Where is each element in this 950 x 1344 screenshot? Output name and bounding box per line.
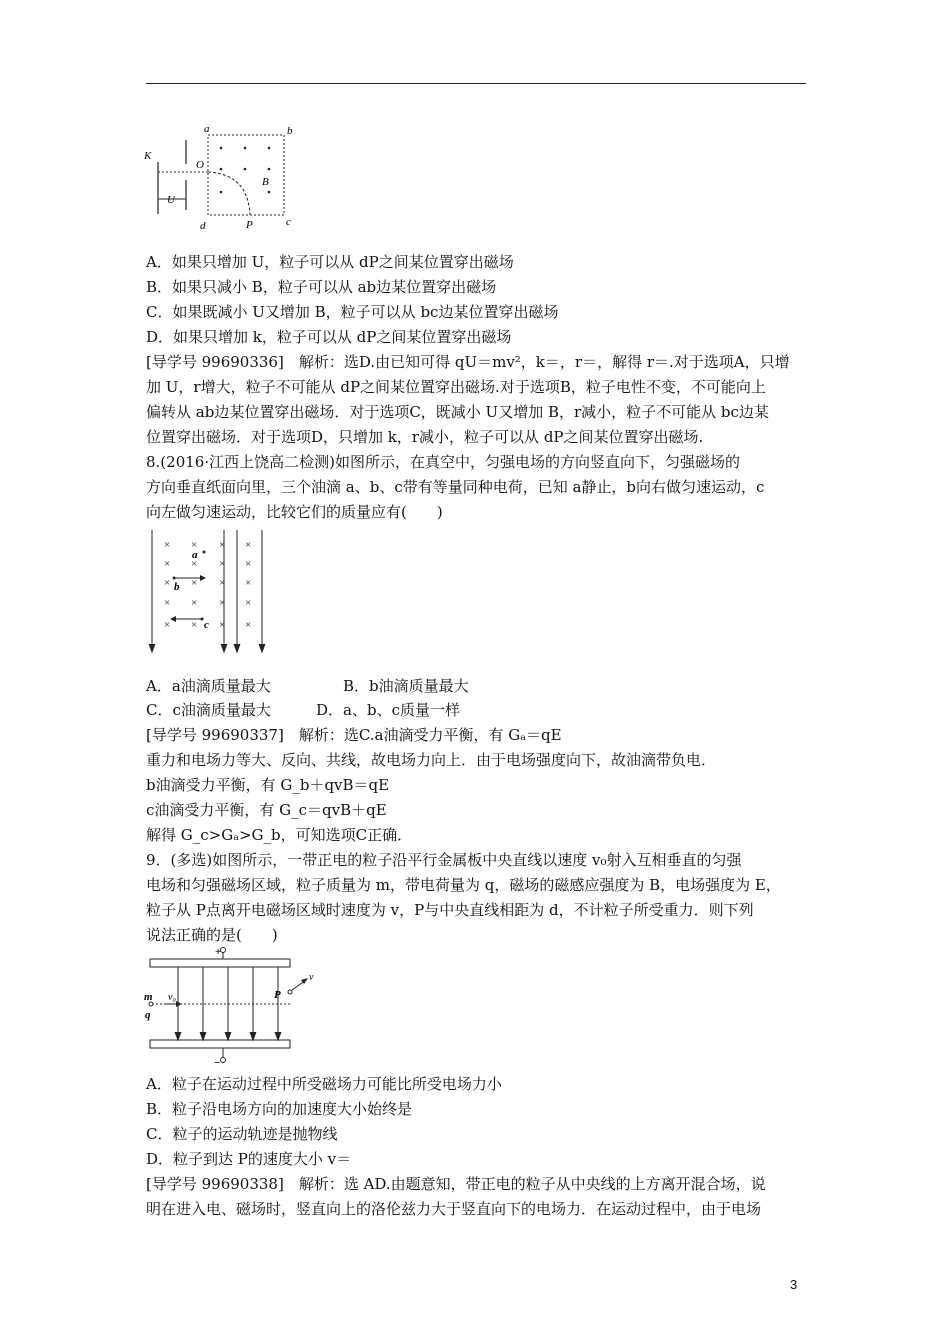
svg-text:×: × (164, 558, 171, 570)
svg-text:×: × (191, 539, 198, 551)
label-q: q (145, 1009, 151, 1021)
svg-text:×: × (245, 619, 252, 631)
q7-analysis-line: 偏转从 ab边某位置穿出磁场．对于选项C，既减小 U又增加 B，r减小，粒子不可能从 bc边某 (146, 403, 769, 421)
q8-analysis-line: [导学号 99690337] 解析：选C.a油滴受力平衡，有 Gₐ＝qE (146, 726, 562, 744)
q9-option-a: A．粒子在运动过程中所受磁场力可能比所受电场力小 (146, 1075, 502, 1093)
label-B: B (262, 176, 269, 188)
q8-analysis-line: c油滴受力平衡，有 G_c＝qvB＋qE (146, 801, 387, 819)
q7-option-d: D．如果只增加 k，粒子可以从 dP之间某位置穿出磁场 (146, 328, 512, 346)
label-K: K (144, 150, 152, 162)
q9-option-b: B．粒子沿电场方向的加速度大小始终是 (146, 1100, 413, 1118)
label-v0: v₀ (168, 992, 176, 1003)
svg-text:×: × (245, 597, 252, 609)
q9-stem-line: 粒子从 P点离开电磁场区域时速度为 v，P与中央直线相距为 d，不计粒子所受重力．则下列 (146, 901, 754, 919)
svg-text:×: × (191, 597, 198, 609)
label-c: c (204, 619, 209, 631)
q8-analysis-line: 解得 G_c>Gₐ>G_b，可知选项C正确． (146, 826, 413, 844)
q9-stem-line: 说法正确的是( ) (146, 926, 278, 944)
svg-text:×: × (245, 558, 252, 570)
svg-text:×: × (164, 619, 171, 631)
q9-option-c: C．粒子的运动轨迹是抛物线 (146, 1125, 338, 1143)
svg-text:×: × (245, 539, 252, 551)
q7-analysis-line: [导学号 99690336] 解析：选D.由已知可得 qU＝mv²，k＝，r＝，解得 r＝.对于选项A，只增 (146, 353, 790, 371)
label-b: b (287, 125, 293, 137)
q9-stem-line: 电场和匀强磁场区域，粒子质量为 m，带电荷量为 q，磁场的磁感应强度为 B，电场强度为 E， (146, 876, 781, 894)
svg-text:×: × (245, 577, 252, 589)
q7-option-b: B．如果只减小 B，粒子可以从 ab边某位置穿出磁场 (146, 278, 497, 296)
label-b: b (174, 581, 180, 593)
q9-analysis-line: [导学号 99690338] 解析：选 AD.由题意知，带正电的粒子从中央线的上方离开混合场，说 (146, 1175, 766, 1193)
label-P: P (274, 989, 281, 1001)
label-O: O (196, 159, 204, 171)
svg-text:×: × (191, 558, 198, 570)
q8-analysis-line: 重力和电场力等大、反向、共线，故电场力向上．由于电场强度向下，故油滴带负电． (146, 751, 717, 769)
q8-stem-line: 方向垂直纸面向里，三个油滴 a、b、c带有等量同种电荷，已知 a静止，b向右做匀速运动，c (146, 478, 765, 496)
svg-text:×: × (191, 619, 198, 631)
svg-text:×: × (219, 539, 226, 551)
label-c: c (286, 216, 291, 228)
header-rule (146, 83, 806, 84)
q7-option-c: C．如果既减小 U又增加 B，粒子可以从 bc边某位置穿出磁场 (146, 303, 559, 321)
q9-analysis-line: 明在进入电、磁场时，竖直向上的洛伦兹力大于竖直向下的电场力．在运动过程中，由于电场 (146, 1200, 762, 1218)
q7-analysis-line: 加 U，r增大，粒子不可能从 dP之间某位置穿出磁场.对于选项B，粒子电性不变，不可能向上 (146, 378, 766, 396)
q7-analysis-line: 位置穿出磁场．对于选项D，只增加 k，r减小，粒子可以从 dP之间某位置穿出磁场. (146, 428, 704, 446)
svg-text:×: × (219, 577, 226, 589)
q8-option-b: B．b油滴质量最大 (343, 677, 469, 695)
label-minus: − (214, 1057, 221, 1069)
svg-text:×: × (164, 539, 171, 551)
q8-option-c: C．c油滴质量最大 (146, 701, 271, 719)
svg-text:×: × (219, 558, 226, 570)
figure-magnetic-field-square (140, 122, 310, 234)
label-P: P (246, 219, 253, 231)
q8-stem-line: 8.(2016·江西上饶高二检测)如图所示，在真空中，匀强电场的方向竖直向下，匀强磁场的 (146, 453, 740, 471)
label-d: d (200, 220, 206, 232)
label-a: a (204, 123, 210, 135)
svg-text:×: × (164, 577, 171, 589)
label-v: v (309, 972, 314, 983)
q8-option-a: A．a油滴质量最大 (146, 677, 271, 695)
label-a: a (192, 549, 198, 561)
svg-text:×: × (219, 597, 226, 609)
svg-text:×: × (219, 619, 226, 631)
q8-stem-line: 向左做匀速运动，比较它们的质量应有( ) (146, 503, 443, 521)
figure-parallel-plates (140, 946, 330, 1070)
q9-option-d: D．粒子到达 P的速度大小 v＝ (146, 1150, 352, 1168)
label-plus: + (215, 946, 222, 958)
figure-oil-drops-field (142, 526, 272, 660)
q7-option-a: A．如果只增加 U，粒子可以从 dP之间某位置穿出磁场 (146, 253, 514, 271)
svg-text:×: × (164, 597, 171, 609)
page-number: 3 (790, 1277, 798, 1292)
label-U: U (167, 194, 175, 206)
q8-analysis-line: b油滴受力平衡，有 G_b＋qvB＝qE (146, 776, 390, 794)
svg-text:×: × (191, 577, 198, 589)
q8-option-d: D．a、b、c质量一样 (316, 701, 460, 719)
q9-stem-line: 9．(多选)如图所示，一带正电的粒子沿平行金属板中央直线以速度 v₀射入互相垂直的匀强 (146, 851, 742, 869)
label-m: m (144, 991, 153, 1003)
